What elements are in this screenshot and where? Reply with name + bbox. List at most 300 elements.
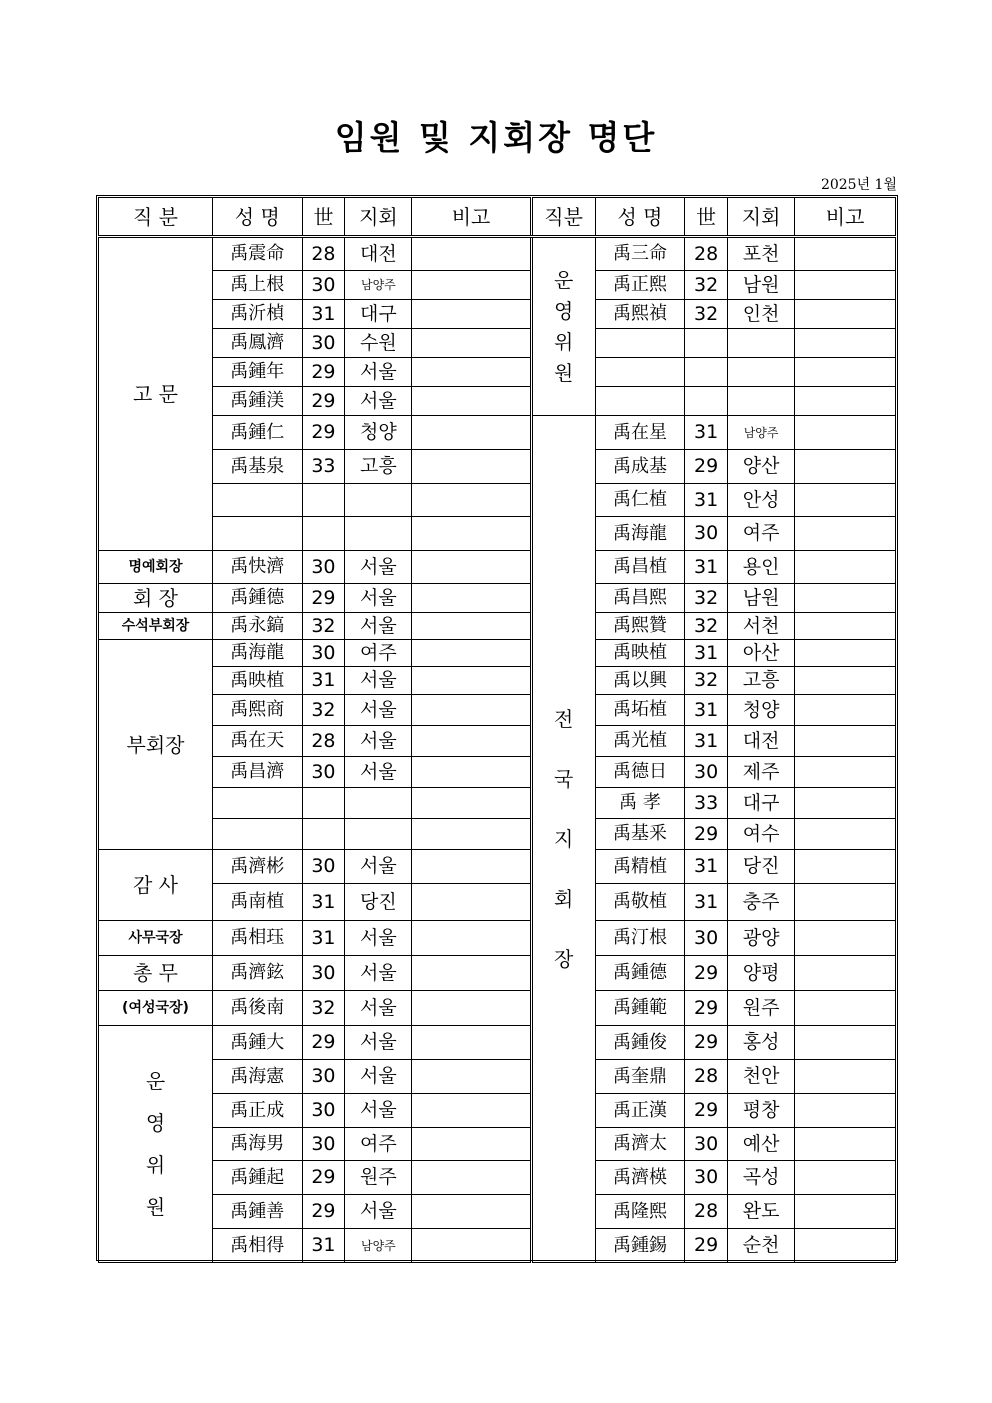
member-name: 禹南植	[213, 884, 303, 921]
member-branch: 용인	[728, 551, 795, 584]
member-generation: 29	[685, 450, 728, 484]
table-row	[99, 640, 896, 667]
member-generation: 31	[685, 416, 728, 450]
member-name: 禹正漢	[595, 1094, 685, 1128]
member-note	[795, 640, 896, 667]
member-name: 禹坧植	[595, 695, 685, 726]
member-note	[795, 1195, 896, 1229]
role-steering-left-char: 운	[145, 1069, 166, 1093]
member-generation: 30	[685, 921, 728, 956]
member-note	[795, 1060, 896, 1094]
member-note	[795, 387, 896, 416]
member-name: 禹正成	[213, 1094, 303, 1128]
header-left-branch: 지회	[345, 198, 412, 237]
member-branch: 곡성	[728, 1161, 795, 1195]
member-note	[412, 1161, 531, 1195]
member-generation: 31	[685, 695, 728, 726]
member-generation: 32	[302, 695, 345, 726]
member-generation	[302, 788, 345, 819]
member-generation: 30	[302, 1060, 345, 1094]
member-note	[795, 695, 896, 726]
member-branch: 안성	[728, 484, 795, 517]
table-row	[99, 517, 896, 551]
member-name: 禹以興	[595, 667, 685, 695]
member-generation: 33	[302, 450, 345, 484]
member-generation: 32	[302, 613, 345, 640]
member-branch: 서울	[345, 584, 412, 613]
member-note	[795, 1026, 896, 1060]
table-row	[99, 387, 896, 416]
member-name: 禹鍾範	[595, 991, 685, 1026]
member-generation: 31	[685, 850, 728, 884]
member-generation: 29	[685, 1229, 728, 1263]
member-note	[412, 1060, 531, 1094]
member-name: 禹震命	[213, 237, 303, 271]
member-note	[412, 921, 531, 956]
member-note	[795, 1229, 896, 1263]
member-generation: 29	[302, 1195, 345, 1229]
member-note	[412, 1094, 531, 1128]
member-generation: 29	[685, 1094, 728, 1128]
member-name: 禹鳳濟	[213, 329, 303, 358]
member-branch: 서울	[345, 1094, 412, 1128]
member-note	[795, 991, 896, 1026]
member-branch: 예산	[728, 1128, 795, 1161]
member-name: 禹精植	[595, 850, 685, 884]
member-name: 禹成基	[595, 450, 685, 484]
member-generation: 32	[685, 300, 728, 329]
table-row	[99, 991, 896, 1026]
member-name: 禹昌熙	[595, 584, 685, 613]
member-branch: 서울	[345, 667, 412, 695]
member-branch: 여주	[728, 517, 795, 551]
member-name: 禹鍾錫	[595, 1229, 685, 1263]
member-branch: 서울	[345, 695, 412, 726]
member-generation: 28	[685, 237, 728, 271]
member-note	[795, 757, 896, 788]
member-name: 禹 孝	[595, 788, 685, 819]
member-name: 禹鍾大	[213, 1026, 303, 1060]
table-row	[99, 450, 896, 484]
member-note	[795, 1128, 896, 1161]
member-note	[412, 788, 531, 819]
member-generation: 32	[685, 584, 728, 613]
member-branch: 순천	[728, 1229, 795, 1263]
header-row	[99, 198, 896, 237]
member-name: 禹濟楧	[595, 1161, 685, 1195]
member-name: 禹上根	[213, 271, 303, 300]
member-generation: 29	[685, 819, 728, 850]
member-note	[795, 584, 896, 613]
member-generation	[685, 329, 728, 358]
member-branch: 서울	[345, 1060, 412, 1094]
member-note	[795, 237, 896, 271]
table-row	[99, 921, 896, 956]
member-generation: 31	[685, 640, 728, 667]
member-note	[412, 300, 531, 329]
member-note	[412, 1026, 531, 1060]
member-branch: 광양	[728, 921, 795, 956]
member-name	[213, 788, 303, 819]
member-name: 禹汀根	[595, 921, 685, 956]
member-branch: 서천	[728, 613, 795, 640]
member-name: 禹仁植	[595, 484, 685, 517]
member-branch: 충주	[728, 884, 795, 921]
table-row	[99, 884, 896, 921]
role-auditor: 감 사	[99, 850, 213, 921]
header-left-role: 직 분	[99, 198, 213, 237]
member-name: 禹鍾善	[213, 1195, 303, 1229]
member-generation: 31	[685, 726, 728, 757]
member-note	[412, 757, 531, 788]
table-row	[99, 757, 896, 788]
member-generation: 30	[685, 517, 728, 551]
table-row	[99, 1128, 896, 1161]
member-generation: 30	[302, 271, 345, 300]
member-note	[795, 450, 896, 484]
member-branch: 청양	[345, 416, 412, 450]
member-generation: 31	[302, 300, 345, 329]
member-name: 禹鍾年	[213, 358, 303, 387]
member-branch: 포천	[728, 237, 795, 271]
member-note	[795, 517, 896, 551]
member-note	[412, 584, 531, 613]
member-branch: 대전	[345, 237, 412, 271]
member-generation: 29	[302, 358, 345, 387]
member-name: 禹相珏	[213, 921, 303, 956]
member-branch	[345, 788, 412, 819]
role-women-director: (여성국장)	[99, 991, 213, 1026]
table-row	[99, 788, 896, 819]
member-generation	[685, 358, 728, 387]
member-branch: 서울	[345, 956, 412, 991]
member-generation	[685, 387, 728, 416]
member-note	[412, 726, 531, 757]
role-steering-right-char: 운	[553, 267, 574, 292]
member-name: 禹光植	[595, 726, 685, 757]
member-branch: 원주	[345, 1161, 412, 1195]
header-right-name: 성 명	[595, 198, 685, 237]
role-general-affairs: 총 무	[99, 956, 213, 991]
table-row	[99, 358, 896, 387]
member-name: 禹在天	[213, 726, 303, 757]
member-branch: 서울	[345, 1195, 412, 1229]
member-name: 禹基泉	[213, 450, 303, 484]
member-generation	[302, 484, 345, 517]
member-generation: 29	[685, 1026, 728, 1060]
member-note	[412, 1229, 531, 1263]
member-branch: 서울	[345, 358, 412, 387]
role-steering-left-char: 위	[145, 1153, 166, 1177]
table-row	[99, 819, 896, 850]
member-name: 禹昌濟	[213, 757, 303, 788]
member-note	[412, 884, 531, 921]
member-name: 禹永鎬	[213, 613, 303, 640]
member-name: 禹奎鼎	[595, 1060, 685, 1094]
member-branch: 남양주	[345, 271, 412, 300]
member-note	[412, 484, 531, 517]
member-note	[412, 613, 531, 640]
member-generation: 29	[302, 387, 345, 416]
member-generation: 29	[685, 991, 728, 1026]
member-name: 禹鍾德	[595, 956, 685, 991]
role-branch-heads-char: 회	[553, 887, 574, 911]
member-branch: 대전	[728, 726, 795, 757]
member-branch: 완도	[728, 1195, 795, 1229]
member-branch: 남원	[728, 584, 795, 613]
member-generation: 32	[302, 991, 345, 1026]
member-note	[795, 1161, 896, 1195]
member-note	[412, 329, 531, 358]
member-generation: 29	[302, 1026, 345, 1060]
header-left-name: 성 명	[213, 198, 303, 237]
member-branch	[728, 387, 795, 416]
member-generation: 30	[302, 850, 345, 884]
role-senior-vice: 수석부회장	[99, 613, 213, 640]
member-branch: 서울	[345, 726, 412, 757]
member-generation: 30	[302, 640, 345, 667]
member-name: 禹海龍	[213, 640, 303, 667]
role-branch-heads-char: 전	[553, 707, 574, 731]
member-generation: 30	[302, 551, 345, 584]
member-generation	[302, 517, 345, 551]
member-branch: 당진	[728, 850, 795, 884]
role-steering-right-char: 위	[553, 329, 574, 354]
member-generation: 29	[685, 956, 728, 991]
member-note	[412, 237, 531, 271]
table-row	[99, 1094, 896, 1128]
header-right-note: 비고	[795, 198, 896, 237]
member-branch: 서울	[345, 757, 412, 788]
member-generation: 31	[685, 551, 728, 584]
member-generation: 31	[302, 667, 345, 695]
member-name: 禹濟太	[595, 1128, 685, 1161]
member-branch	[728, 358, 795, 387]
member-name	[213, 484, 303, 517]
member-generation: 29	[302, 416, 345, 450]
member-name: 禹敬植	[595, 884, 685, 921]
table-row	[99, 237, 896, 271]
member-note	[795, 300, 896, 329]
member-branch: 수원	[345, 329, 412, 358]
member-branch	[345, 517, 412, 551]
member-name: 禹基釆	[595, 819, 685, 850]
table-row	[99, 551, 896, 584]
member-note	[795, 726, 896, 757]
member-note	[412, 271, 531, 300]
member-branch: 서울	[345, 1026, 412, 1060]
member-note	[795, 788, 896, 819]
table-row	[99, 695, 896, 726]
member-note	[412, 416, 531, 450]
header-right-gen: 世	[685, 198, 728, 237]
member-name: 禹相得	[213, 1229, 303, 1263]
role-steering-left	[99, 1026, 213, 1263]
member-name: 禹鍾渼	[213, 387, 303, 416]
member-branch: 여주	[345, 640, 412, 667]
table-row	[99, 416, 896, 450]
member-branch: 남양주	[345, 1229, 412, 1263]
role-honorary-chair: 명예회장	[99, 551, 213, 584]
member-generation: 30	[302, 329, 345, 358]
member-branch: 아산	[728, 640, 795, 667]
member-generation: 30	[302, 1128, 345, 1161]
role-branch-heads	[531, 416, 595, 1263]
member-branch: 고흥	[345, 450, 412, 484]
member-note	[412, 667, 531, 695]
member-name: 禹映植	[595, 640, 685, 667]
member-branch: 서울	[345, 387, 412, 416]
role-steering-left-char: 영	[145, 1111, 166, 1135]
header-left-gen: 世	[302, 198, 345, 237]
member-note	[795, 613, 896, 640]
member-generation: 28	[302, 237, 345, 271]
member-note	[412, 640, 531, 667]
member-note	[412, 1128, 531, 1161]
member-note	[795, 484, 896, 517]
member-name: 禹映植	[213, 667, 303, 695]
member-note	[412, 695, 531, 726]
member-name: 禹德日	[595, 757, 685, 788]
member-name: 禹在星	[595, 416, 685, 450]
member-note	[795, 884, 896, 921]
page-title: 임원 및 지회장 명단	[334, 118, 658, 157]
table-row	[99, 956, 896, 991]
table-row	[99, 613, 896, 640]
member-note	[795, 819, 896, 850]
member-note	[795, 921, 896, 956]
member-generation: 30	[685, 1128, 728, 1161]
member-name: 禹鍾仁	[213, 416, 303, 450]
member-name: 禹海憲	[213, 1060, 303, 1094]
member-note	[412, 450, 531, 484]
role-vice: 부회장	[99, 640, 213, 850]
table-row	[99, 329, 896, 358]
member-branch: 당진	[345, 884, 412, 921]
member-branch	[345, 484, 412, 517]
table-row	[99, 850, 896, 884]
member-note	[412, 956, 531, 991]
member-generation: 31	[302, 884, 345, 921]
member-generation: 30	[685, 1161, 728, 1195]
member-name: 禹濟鉉	[213, 956, 303, 991]
member-generation: 31	[302, 1229, 345, 1263]
table-row	[99, 1195, 896, 1229]
member-branch: 대구	[728, 788, 795, 819]
member-note	[412, 1195, 531, 1229]
member-generation: 28	[685, 1060, 728, 1094]
member-branch	[728, 329, 795, 358]
header-right-role: 직분	[531, 198, 595, 237]
member-note	[795, 416, 896, 450]
member-branch: 제주	[728, 757, 795, 788]
table-row	[99, 1161, 896, 1195]
member-branch: 남원	[728, 271, 795, 300]
member-generation: 31	[685, 884, 728, 921]
member-branch: 여수	[728, 819, 795, 850]
role-branch-heads-char: 국	[553, 767, 574, 791]
member-name: 禹鍾俊	[595, 1026, 685, 1060]
member-name: 禹鍾起	[213, 1161, 303, 1195]
table-row	[99, 271, 896, 300]
role-steering-right-char: 원	[553, 360, 574, 385]
member-branch: 서울	[345, 551, 412, 584]
member-branch: 청양	[728, 695, 795, 726]
member-note	[412, 819, 531, 850]
member-generation	[302, 819, 345, 850]
member-note	[795, 271, 896, 300]
member-branch: 홍성	[728, 1026, 795, 1060]
header-left-note: 비고	[412, 198, 531, 237]
member-branch: 남양주	[728, 416, 795, 450]
member-note	[795, 956, 896, 991]
member-generation: 28	[685, 1195, 728, 1229]
member-name: 禹快濟	[213, 551, 303, 584]
member-name: 禹後南	[213, 991, 303, 1026]
member-name: 禹隆熙	[595, 1195, 685, 1229]
member-branch: 서울	[345, 613, 412, 640]
member-note	[412, 358, 531, 387]
member-name	[595, 358, 685, 387]
member-branch: 고흥	[728, 667, 795, 695]
role-steering-left-char: 원	[145, 1195, 166, 1219]
member-generation: 29	[302, 1161, 345, 1195]
member-generation: 32	[685, 271, 728, 300]
table-row	[99, 1026, 896, 1060]
role-secretary-general: 사무국장	[99, 921, 213, 956]
member-note	[795, 850, 896, 884]
document-date: 2025년 1월	[820, 177, 897, 193]
table-row	[99, 584, 896, 613]
member-name: 禹鍾德	[213, 584, 303, 613]
role-steering-right-char: 영	[553, 298, 574, 323]
member-branch: 서울	[345, 850, 412, 884]
member-name: 禹海龍	[595, 517, 685, 551]
member-generation: 29	[302, 584, 345, 613]
member-generation: 32	[685, 613, 728, 640]
member-branch: 양산	[728, 450, 795, 484]
member-branch: 평창	[728, 1094, 795, 1128]
member-note	[412, 850, 531, 884]
member-generation: 30	[302, 1094, 345, 1128]
role-advisor: 고 문	[99, 237, 213, 551]
table-row	[99, 667, 896, 695]
member-name: 禹沂楨	[213, 300, 303, 329]
role-steering-right	[531, 237, 595, 416]
member-note	[795, 358, 896, 387]
role-branch-heads-char: 장	[553, 947, 574, 971]
member-branch: 대구	[345, 300, 412, 329]
member-branch: 서울	[345, 991, 412, 1026]
member-name: 禹昌植	[595, 551, 685, 584]
member-name: 禹正熙	[595, 271, 685, 300]
table-row	[99, 484, 896, 517]
member-generation: 31	[685, 484, 728, 517]
member-note	[412, 387, 531, 416]
member-generation: 30	[685, 757, 728, 788]
member-branch: 인천	[728, 300, 795, 329]
table-row	[99, 300, 896, 329]
member-name: 禹三命	[595, 237, 685, 271]
member-name	[595, 329, 685, 358]
table-row	[99, 1060, 896, 1094]
member-generation: 30	[302, 956, 345, 991]
member-note	[412, 991, 531, 1026]
member-name	[213, 517, 303, 551]
member-branch: 양평	[728, 956, 795, 991]
member-name	[595, 387, 685, 416]
member-branch: 서울	[345, 921, 412, 956]
